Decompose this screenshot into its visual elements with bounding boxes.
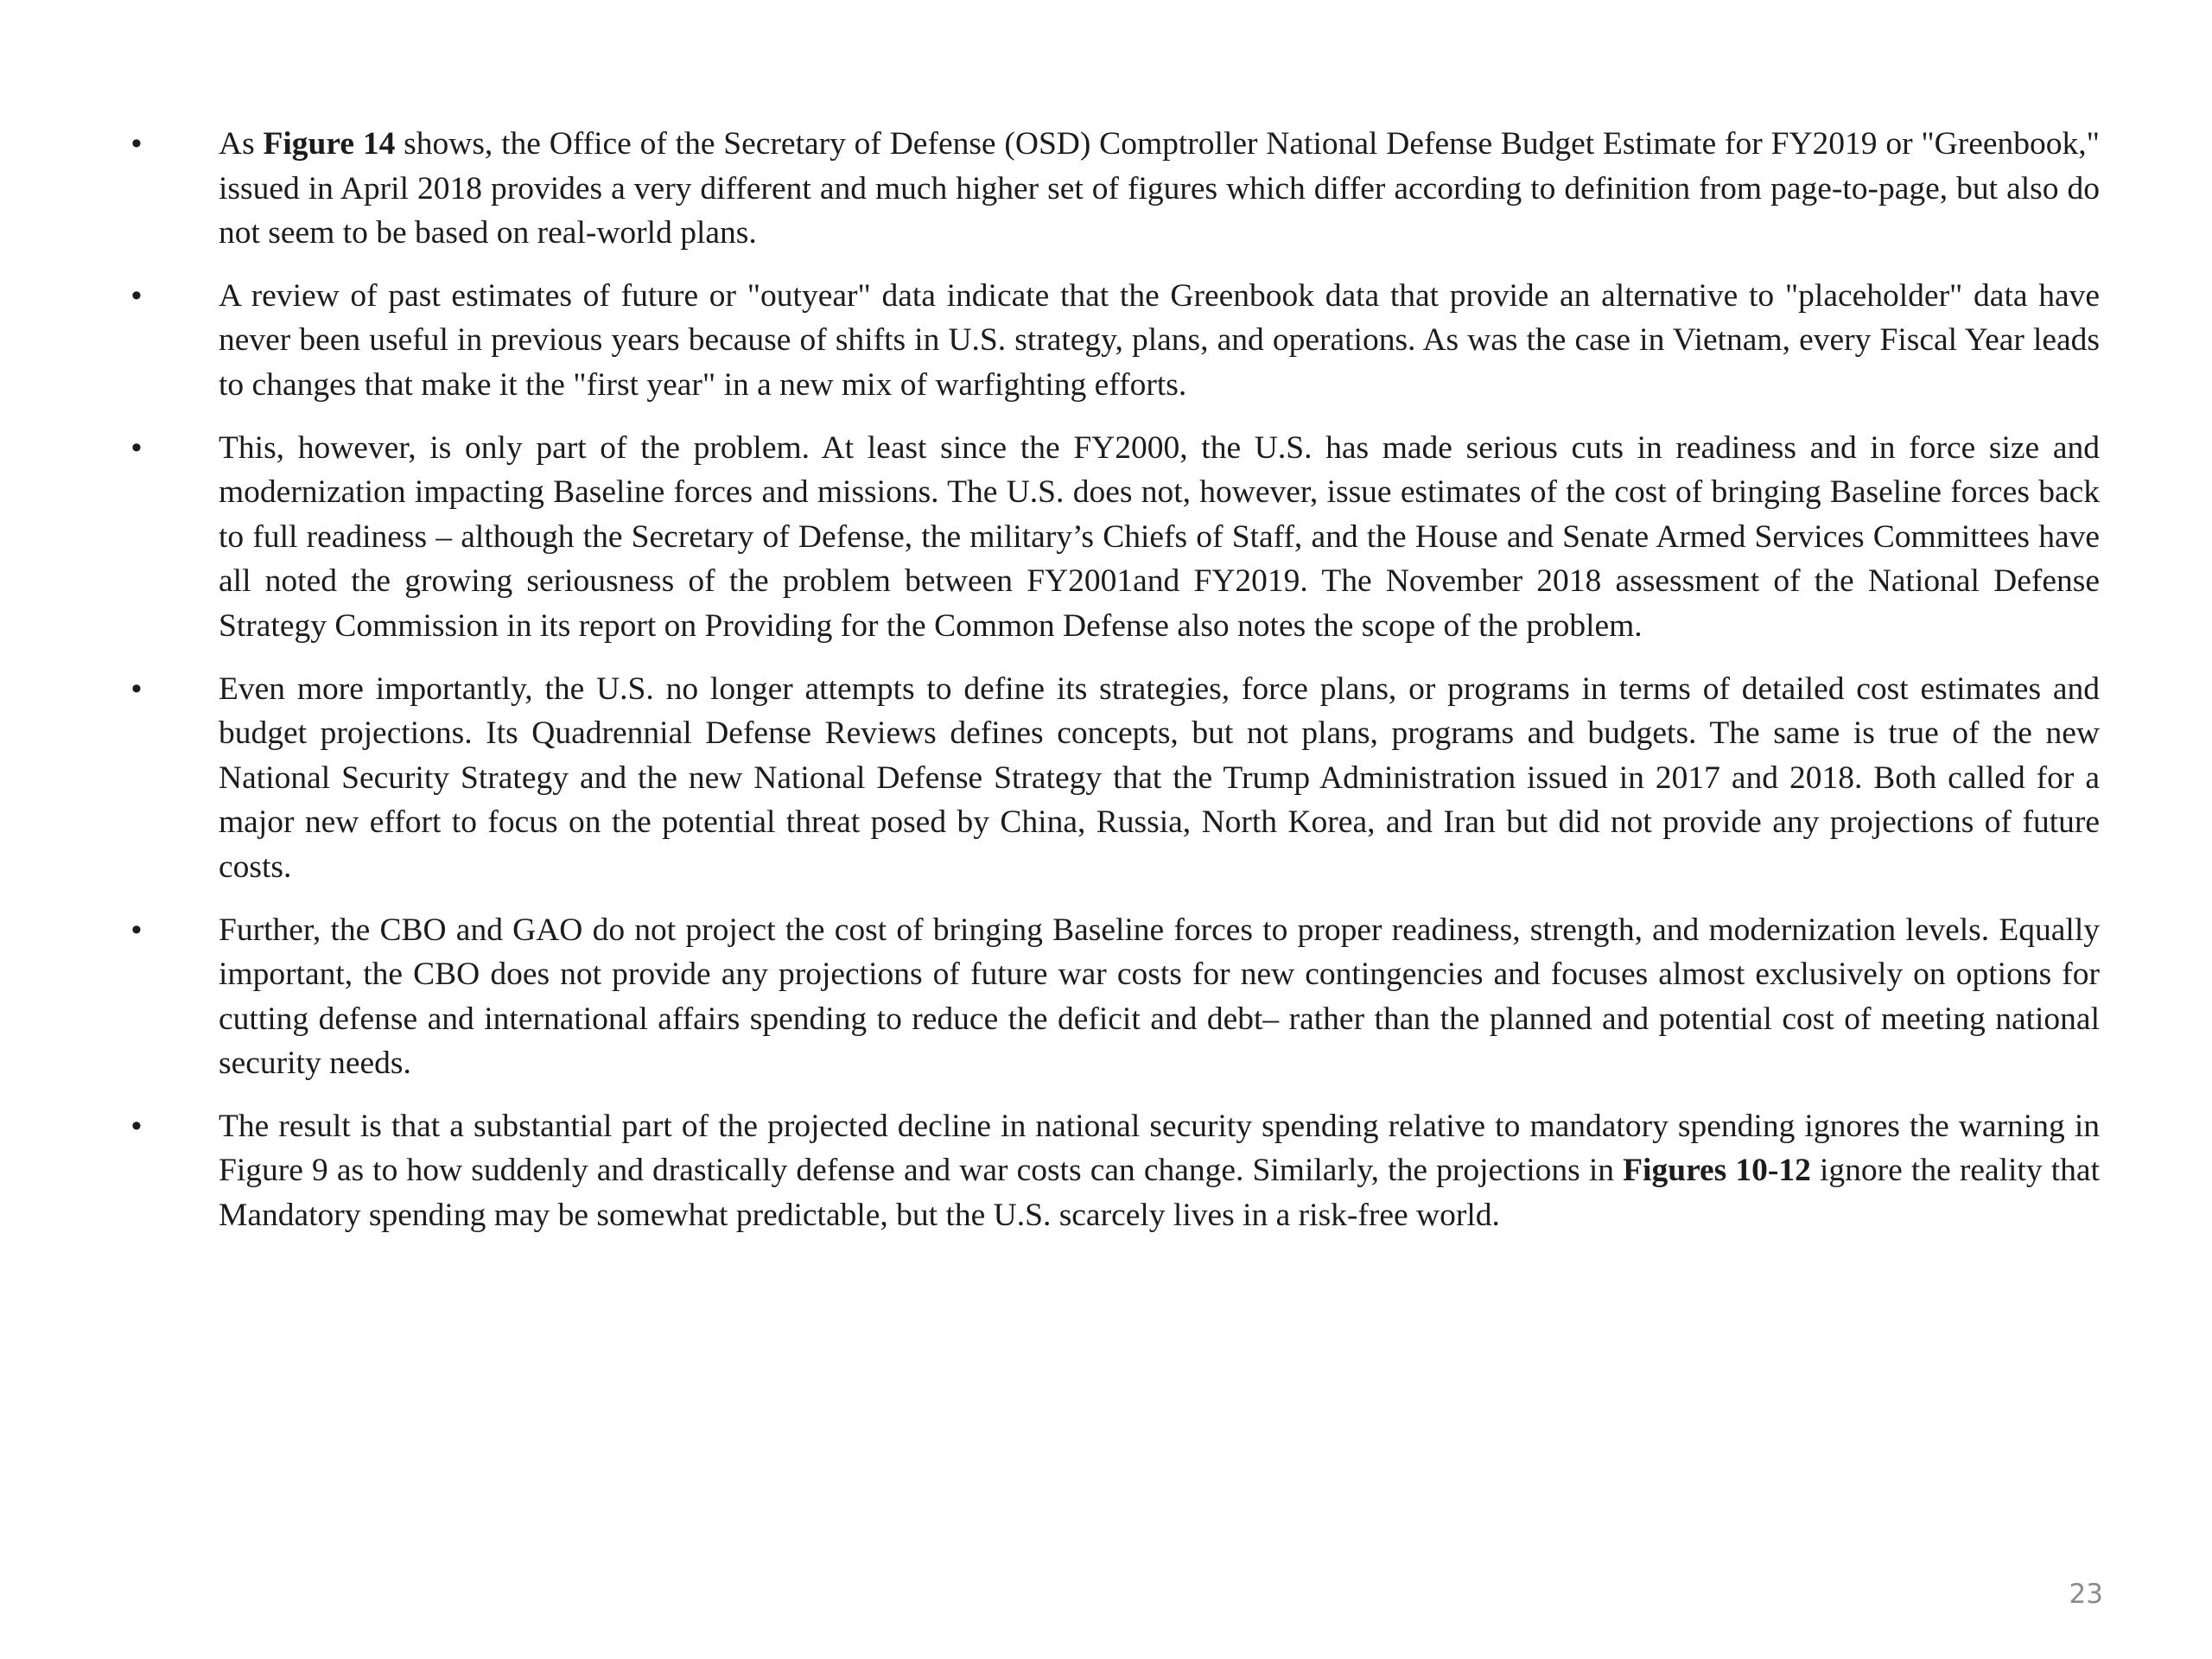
text-run: This, however, is only part of the problem. At least since the FY2000, the U.S. has made serious cuts in readiness and in force size and modernization impacting Baseline forces and missions. The U.S. does not, however, issue estimates of the cost of bringing Baseline forces back to full readiness – although the Secretary of Defense, the military’s Chiefs of Staff, and the House and Senate Armed Services Committees have all noted the growing seriousness of the problem between FY2001and FY2019. The November 2018 assessment of the National Defense Strategy Commission in its report on Providing for the Common Defense also notes the scope of the problem. — [219, 429, 2100, 644]
text-run: Further, the CBO and GAO do not project the cost of bringing Baseline forces to proper readiness, strength, and modernization levels. Equally important, the CBO does not provide any projections of future war costs for new contingencies and focuses almost exclusively on options for cutting defense and international affairs spending to reduce the deficit and debt– rather than the planned and potential cost of meeting national security needs. — [219, 912, 2100, 1082]
bullet-point-icon: • — [131, 671, 142, 705]
figure-reference: Figure 14 — [263, 126, 396, 162]
bullet-item — [131, 667, 2100, 890]
bullet-point-icon: • — [131, 278, 142, 312]
bullet-item — [131, 122, 2100, 256]
bullet-text — [219, 671, 2100, 885]
bullet-list — [131, 122, 2100, 1256]
text-run: A review of past estimates of future or "outyear" data indicate that the Greenbook data that provide an alternative to "placeholder" data have never been useful in previous years because of shifts in U.S. strategy, plans, and operations. As was the case in Vietnam, every Fiscal Year leads to changes that make it the "first year" in a new mix of warfighting efforts. — [219, 277, 2100, 403]
bullet-text — [219, 912, 2100, 1082]
bullet-item — [131, 1104, 2100, 1238]
page-number: 23 — [2069, 1579, 2103, 1610]
text-run: ignore the reality that Mandatory spending may be somewhat predictable, but the U.S. scarcely lives in a risk-free world. — [219, 1153, 2100, 1234]
bullet-text — [219, 430, 2100, 644]
bullet-item — [131, 908, 2100, 1086]
bullet-text — [219, 278, 2100, 403]
text-run: shows, the Office of the Secretary of Defense (OSD) Comptroller National Defense Budget Estimate for FY2019 or "Greenbook," issued in April 2018 provides a very different and much higher set of figures which differ according to definition from page-to-page, but also do not seem to be based on real-world plans. — [219, 126, 2100, 251]
bullet-item — [131, 426, 2100, 649]
bullet-point-icon: • — [131, 430, 142, 464]
bullet-item — [131, 274, 2100, 408]
text-run: Even more importantly, the U.S. no longer attempts to define its strategies, force plans, or programs in terms of detailed cost estimates and budget projections. Its Quadrennial Defense Reviews defines concepts, but not plans, programs and budgets. The same is true of the new National Security Strategy and the new National Defense Strategy that the Trump Administration issued in 2017 and 2018. Both called for a major new effort to focus on the potential threat posed by China, Russia, North Korea, and Iran but did not provide any projections of future costs. — [219, 671, 2100, 885]
bullet-text — [219, 1109, 2100, 1233]
bullet-point-icon: • — [131, 1109, 142, 1142]
bullet-point-icon: • — [131, 127, 142, 160]
bullet-point-icon: • — [131, 912, 142, 946]
bullet-text — [219, 126, 2100, 251]
text-run: As — [219, 126, 264, 162]
figure-reference: Figures 10-12 — [1623, 1153, 1811, 1189]
text-run: The result is that a substantial part of the projected decline in national security spending relative to mandatory spending ignores the warning in Figure 9 as to how suddenly and drastically defense and war costs can change. Similarly, the projections in — [219, 1108, 2100, 1189]
